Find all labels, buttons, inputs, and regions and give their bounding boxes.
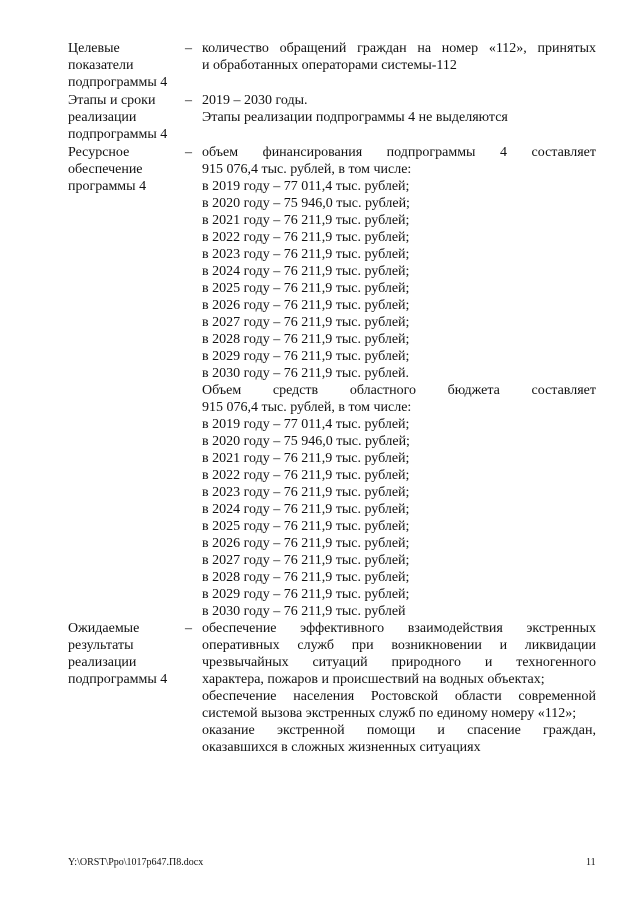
content-line: характера, пожаров и происшествий на водных объектах; (202, 672, 545, 687)
label-line: подпрограммы 4 (68, 75, 168, 90)
label-line: Ресурсное (68, 145, 130, 160)
content-line: обеспечение населения Ростовской области современной (202, 689, 596, 704)
label-line: результаты (68, 638, 134, 653)
content-line: в 2026 году – 76 211,9 тыс. рублей; (202, 536, 410, 551)
label-line: Целевые (68, 41, 120, 56)
content-line: чрезвычайных ситуаций природного и техногенного (202, 655, 596, 670)
label-line: реализации (68, 110, 137, 125)
content-line: в 2023 году – 76 211,9 тыс. рублей; (202, 485, 410, 500)
section-dash: – (185, 621, 192, 636)
content-line: в 2025 году – 76 211,9 тыс. рублей; (202, 281, 410, 296)
content-line: в 2020 году – 75 946,0 тыс. рублей; (202, 196, 410, 211)
section-label (68, 40, 186, 91)
content-line: в 2030 году – 76 211,9 тыс. рублей (202, 604, 406, 619)
section-content (202, 620, 596, 756)
content-line: в 2019 году – 77 011,4 тыс. рублей; (202, 417, 410, 432)
content-line: в 2030 году – 76 211,9 тыс. рублей. (202, 366, 410, 381)
content-line: 915 076,4 тыс. рублей, в том числе: (202, 162, 412, 177)
content-line: в 2029 году – 76 211,9 тыс. рублей; (202, 349, 410, 364)
label-line: показатели (68, 58, 134, 73)
section-content (202, 92, 596, 126)
section-label (68, 620, 186, 688)
section-dash: – (185, 93, 192, 108)
content-line: в 2023 году – 76 211,9 тыс. рублей; (202, 247, 410, 262)
content-line: в 2026 году – 76 211,9 тыс. рублей; (202, 298, 410, 313)
content-line: в 2020 году – 75 946,0 тыс. рублей; (202, 434, 410, 449)
content-line: в 2028 году – 76 211,9 тыс. рублей; (202, 332, 410, 347)
label-line: обеспечение (68, 162, 143, 177)
section-dash: – (185, 41, 192, 56)
content-line: и обработанных операторами системы-112 (202, 58, 457, 73)
content-line: в 2024 году – 76 211,9 тыс. рублей; (202, 264, 410, 279)
content-line: в 2022 году – 76 211,9 тыс. рублей; (202, 230, 410, 245)
label-line: подпрограммы 4 (68, 127, 168, 142)
section-content (202, 40, 596, 74)
label-line: подпрограммы 4 (68, 672, 168, 687)
section-label (68, 144, 186, 195)
content-line: в 2019 году – 77 011,4 тыс. рублей; (202, 179, 410, 194)
section-dash: – (185, 145, 192, 160)
label-line: реализации (68, 655, 137, 670)
content-line: оказание экстренной помощи и спасение граждан, (202, 723, 596, 738)
content-line: в 2028 году – 76 211,9 тыс. рублей; (202, 570, 410, 585)
content-line: в 2022 году – 76 211,9 тыс. рублей; (202, 468, 410, 483)
section-label (68, 92, 186, 143)
content-line: Объем средств областного бюджета составляет (202, 383, 596, 398)
label-line: Ожидаемые (68, 621, 140, 636)
label-line: Этапы и сроки (68, 93, 156, 108)
content-line: Этапы реализации подпрограммы 4 не выделяются (202, 110, 508, 125)
section-content (202, 144, 596, 620)
footer-page-number: 11 (586, 857, 596, 868)
content-line: обеспечение эффективного взаимодействия экстренных (202, 621, 596, 636)
content-line: в 2029 году – 76 211,9 тыс. рублей; (202, 587, 410, 602)
content-line: в 2024 году – 76 211,9 тыс. рублей; (202, 502, 410, 517)
content-line: в 2027 году – 76 211,9 тыс. рублей; (202, 315, 410, 330)
footer-file-path: Y:\ORST\Ppo\1017p647.П8.docx (68, 857, 204, 868)
content-line: в 2021 году – 76 211,9 тыс. рублей; (202, 213, 410, 228)
content-line: оказавшихся в сложных жизненных ситуациях (202, 740, 481, 755)
content-line: в 2027 году – 76 211,9 тыс. рублей; (202, 553, 410, 568)
content-line: количество обращений граждан на номер «112», принятых (202, 41, 596, 56)
content-line: 2019 – 2030 годы. (202, 93, 308, 108)
label-line: программы 4 (68, 179, 147, 194)
content-line: системой вызова экстренных служб по единому номеру «112»; (202, 706, 577, 721)
content-line: в 2021 году – 76 211,9 тыс. рублей; (202, 451, 410, 466)
content-line: объем финансирования подпрограммы 4 составляет (202, 145, 596, 160)
content-line: 915 076,4 тыс. рублей, в том числе: (202, 400, 412, 415)
content-line: в 2025 году – 76 211,9 тыс. рублей; (202, 519, 410, 534)
content-line: оперативных служб при возникновении и ликвидации (202, 638, 596, 653)
